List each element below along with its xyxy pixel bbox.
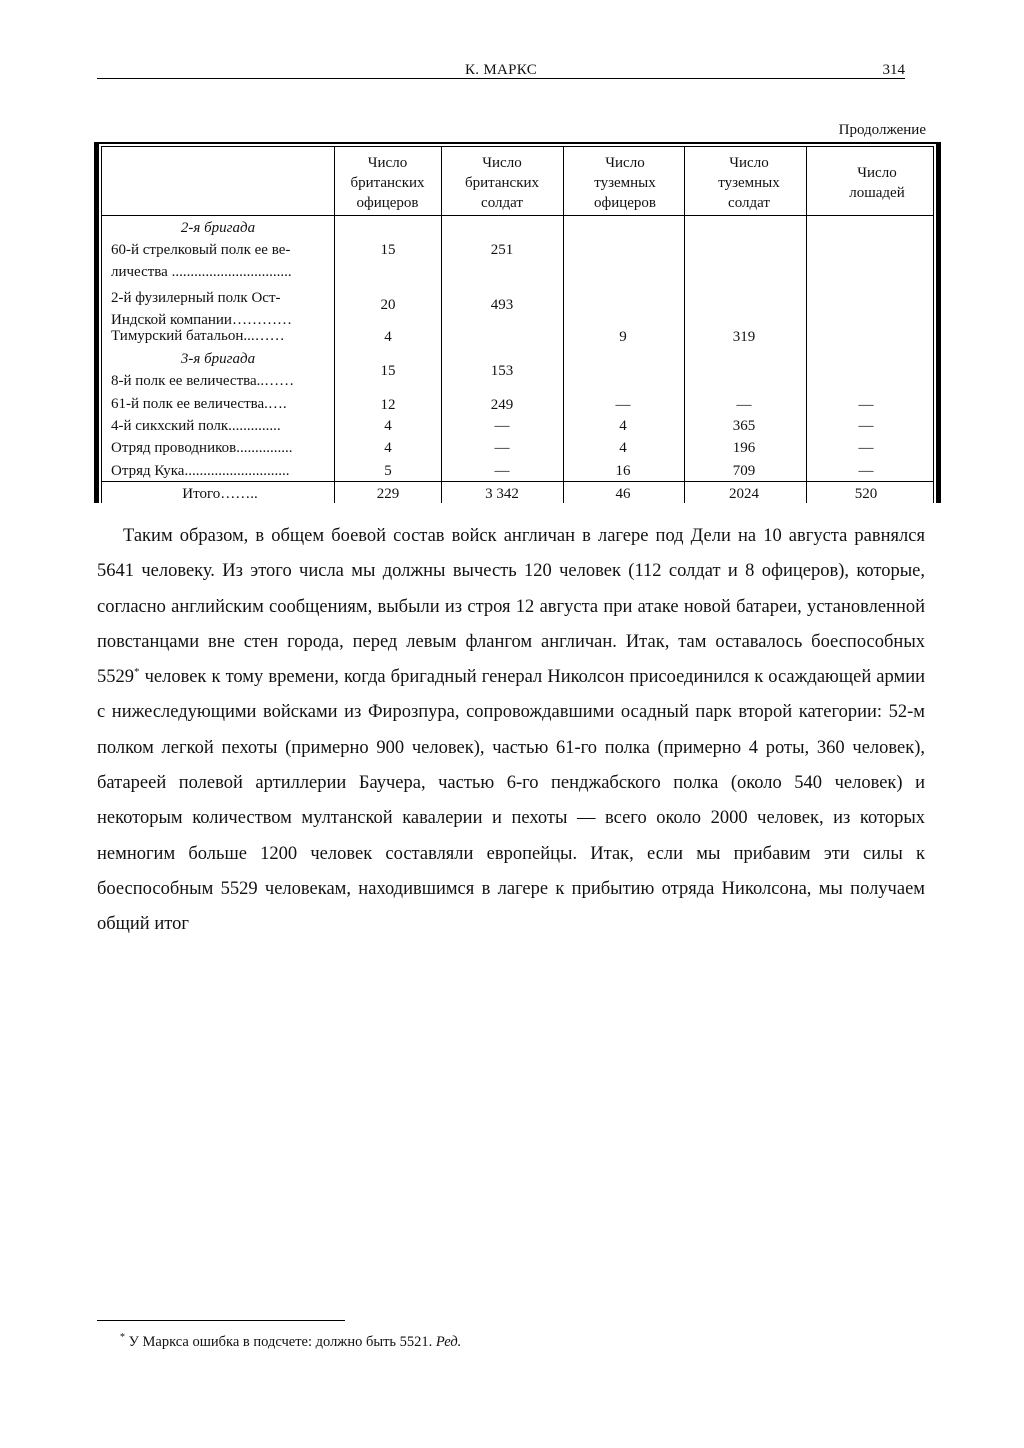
footnote-marker: *	[134, 666, 140, 679]
paragraph-text-part2: человек к тому времени, когда бригадный генерал Николсон присоединился к осаждающей армии с нижеследующими войсками из Фирозпура, сопровождавшими осадный парк второй категории: 52-м полком легкой пехоты (примерно 900 человек), частью 61-го полка (примерно 4 роты, 360 человек), батареей полевой артиллерии Баучера, частью 6-го пенджабского полка (около 540 человек) и некоторым количеством мултанской кавалерии и пехоты — всего около 2000 человек, из которых немногим больше 1200 человек составляли европейцы. Итак, если мы прибавим эти силы к боеспособным 5529 человекам, находившимся в лагере к прибытию отряда Николсона, мы получаем общий итог	[97, 667, 925, 935]
table-cell: 15	[380, 363, 396, 379]
column-header: Число британских офицеров	[350, 155, 425, 211]
row-label: 61-й полк ее величества.….	[111, 396, 287, 412]
table-cell: —	[494, 463, 510, 479]
table-cell: 4	[619, 440, 627, 456]
table-cell: —	[736, 397, 752, 413]
table-cell: 20	[380, 297, 396, 313]
row-label: 2-й фузилерный полк Ост- Индской компании…………	[111, 290, 292, 328]
row-label: 60-й стрелковый полк ее ве- личества ................................	[111, 242, 292, 280]
total-cell: 46	[615, 486, 631, 502]
footnote	[120, 1332, 461, 1351]
table-cell: 16	[615, 463, 631, 479]
total-cell: 3 342	[485, 486, 519, 502]
footnote-text: У Маркса ошибка в подсчете: должно быть 5521.	[125, 1333, 436, 1350]
body-paragraph	[97, 519, 925, 943]
footnote-editor: Ред.	[435, 1333, 462, 1350]
footnote-mark: *	[120, 1332, 125, 1343]
table-cell: 493	[490, 297, 514, 313]
table-cell: —	[858, 418, 874, 434]
table-cell: —	[615, 397, 631, 413]
table-cell: —	[858, 440, 874, 456]
table-cell: —	[858, 397, 874, 413]
column-header: Число туземных офицеров	[593, 155, 656, 211]
table-cell: 15	[380, 242, 396, 258]
footnote-rule	[97, 1320, 345, 1321]
total-label: Итого……..	[182, 486, 258, 502]
table-cell: 251	[490, 242, 514, 258]
column-header: Число туземных солдат	[718, 155, 780, 211]
table-cell: 4	[384, 329, 392, 345]
table-cell: 4	[619, 418, 627, 434]
troops-table	[94, 142, 941, 503]
table-cell: 4	[384, 418, 392, 434]
column-header: Число лошадей	[849, 165, 905, 201]
table-cell: 196	[732, 440, 756, 456]
table-cell: —	[858, 463, 874, 479]
running-header	[97, 60, 905, 79]
paragraph-text-part1: Таким образом, в общем боевой состав войск англичан в лагере под Дели на 10 августа равнялся 5641 человеку. Из этого числа мы должны вычесть 120 человек (112 солдат и 8 офицеров), которые, согласно английским сообщениям, выбыли из строя 12 августа при атаке новой батареи, установленной повстанцами вне стен города, перед левым флангом англичан. Итак, там оставалось боеспособных 5529	[97, 526, 925, 688]
table-cell: 4	[384, 440, 392, 456]
table-cell: 365	[732, 418, 756, 434]
table-cell: 9	[619, 329, 627, 345]
table-cell: —	[494, 418, 510, 434]
row-label: Отряд Кука............................	[111, 463, 290, 479]
table-cell: 5	[384, 463, 392, 479]
table-cell: 12	[380, 397, 396, 413]
group-label: 3-я бригада	[180, 351, 256, 367]
table-cell: 709	[732, 463, 756, 479]
total-cell: 2024	[729, 486, 759, 502]
row-label: 8-й полк ее величества..……	[111, 373, 295, 389]
total-cell: 520	[854, 486, 878, 502]
group-label: 2-я бригада	[180, 220, 256, 236]
table-cell: 249	[490, 397, 514, 413]
table-inner	[101, 146, 934, 503]
table-cell: 319	[732, 329, 756, 345]
row-label: Тимурский батальон...……	[111, 328, 285, 344]
header-divider	[102, 215, 933, 216]
header-author: К. МАРКС	[464, 62, 538, 78]
total-cell: 229	[376, 486, 400, 502]
row-label: 4-й сикхский полк..............	[111, 418, 281, 434]
page-number: 314	[882, 62, 905, 78]
column-header: Число британских солдат	[464, 155, 540, 211]
continuation-label: Продолжение	[838, 122, 926, 138]
row-label: Отряд проводников...............	[111, 440, 293, 456]
table-cell: 153	[490, 363, 514, 379]
table-cell: —	[494, 440, 510, 456]
